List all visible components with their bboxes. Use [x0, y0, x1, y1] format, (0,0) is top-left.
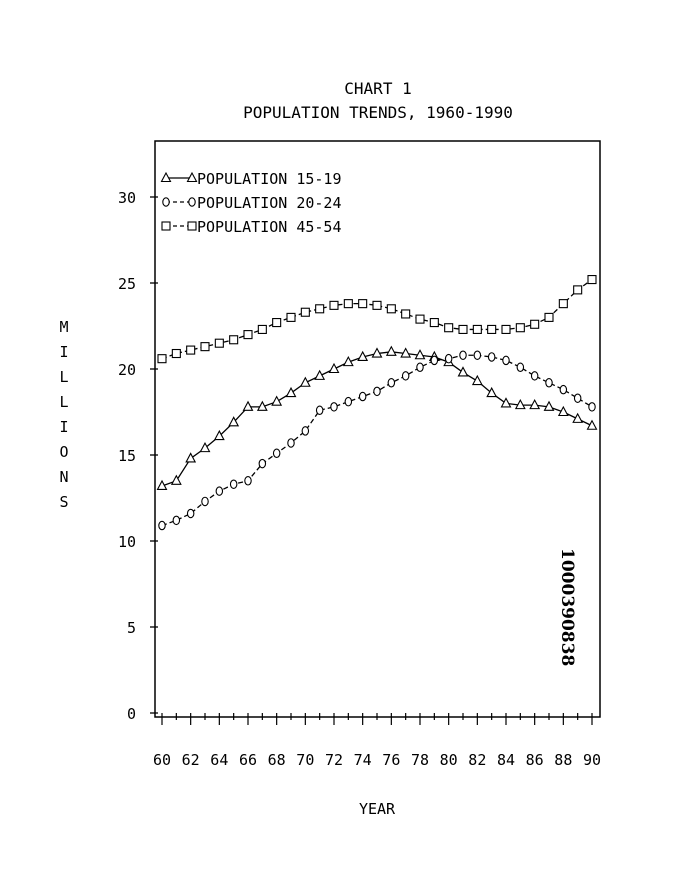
x-tick-label: 82 — [468, 751, 487, 769]
data-point-circle — [431, 356, 437, 364]
data-point-circle — [517, 363, 523, 371]
data-point-square — [373, 301, 381, 309]
data-point-circle — [402, 372, 408, 380]
series-line — [162, 352, 592, 486]
y-tick-label: 5 — [126, 619, 136, 637]
x-tick-label: 74 — [353, 751, 372, 769]
data-point-square — [459, 325, 467, 333]
x-tick-label: 66 — [238, 751, 258, 769]
data-point-square — [502, 325, 510, 333]
data-point-square — [516, 324, 524, 332]
data-point-circle — [359, 392, 365, 400]
data-point-triangle — [487, 388, 496, 397]
data-point-circle — [187, 509, 193, 517]
y-axis-label-letter: O — [59, 443, 69, 461]
data-point-square — [344, 300, 352, 308]
data-point-square — [545, 313, 553, 321]
data-point-square — [230, 336, 238, 344]
data-point-circle — [417, 363, 423, 371]
data-point-circle — [374, 387, 380, 395]
data-point-triangle — [186, 453, 195, 462]
data-point-triangle — [201, 443, 210, 452]
data-point-triangle — [473, 376, 482, 385]
data-point-circle — [302, 427, 308, 435]
y-axis-label-letter: M — [59, 318, 69, 336]
legend-label: POPULATION 45-54 — [197, 218, 342, 236]
x-tick-label: 62 — [181, 751, 200, 769]
y-tick-label: 25 — [117, 275, 136, 293]
series-1 — [158, 347, 597, 490]
y-axis-label-letter: I — [59, 418, 69, 436]
y-axis-label-letter: S — [59, 493, 69, 511]
data-point-square — [488, 325, 496, 333]
data-point-triangle — [387, 347, 396, 356]
data-point-square — [215, 339, 223, 347]
data-point-square — [473, 325, 481, 333]
series-line — [162, 355, 592, 525]
data-point-circle — [546, 379, 552, 387]
x-tick-label: 68 — [267, 751, 286, 769]
data-point-circle — [488, 353, 494, 361]
data-point-circle — [163, 198, 169, 206]
y-axis-label-letter: I — [59, 343, 69, 361]
y-axis-label-letter: L — [59, 393, 69, 411]
legend — [162, 170, 342, 236]
y-tick-label: 20 — [117, 361, 136, 379]
y-axis — [118, 189, 158, 723]
data-point-square — [359, 300, 367, 308]
data-point-triangle — [244, 402, 253, 411]
data-point-circle — [173, 516, 179, 524]
data-point-square — [158, 355, 166, 363]
y-tick-label: 15 — [117, 447, 136, 465]
y-axis-label-letter: N — [59, 468, 69, 486]
legend-item — [162, 170, 342, 188]
x-tick-label: 70 — [296, 751, 315, 769]
x-tick-label: 60 — [152, 751, 172, 769]
data-point-circle — [560, 385, 566, 393]
data-point-triangle — [588, 421, 597, 430]
series-layer — [158, 276, 597, 530]
y-tick-label: 0 — [126, 705, 136, 723]
data-point-square — [387, 305, 395, 313]
data-point-square — [445, 324, 453, 332]
data-point-square — [430, 319, 438, 327]
data-point-square — [330, 301, 338, 309]
x-tick-label: 78 — [410, 751, 430, 769]
data-point-triangle — [272, 397, 281, 406]
y-axis-label-letter: L — [59, 368, 69, 386]
legend-item — [163, 194, 342, 212]
data-point-square — [201, 343, 209, 351]
data-point-triangle — [459, 367, 468, 376]
x-tick-label: 76 — [382, 751, 401, 769]
data-point-circle — [474, 351, 480, 359]
data-point-circle — [216, 487, 222, 495]
y-tick-label: 30 — [117, 189, 136, 207]
x-tick-label: 72 — [324, 751, 344, 769]
x-tick-label: 64 — [210, 751, 229, 769]
data-point-circle — [189, 198, 195, 206]
data-point-square — [188, 222, 196, 230]
data-point-square — [402, 310, 410, 318]
data-point-triangle — [301, 378, 310, 387]
data-point-triangle — [502, 398, 511, 407]
x-axis-label: YEAR — [358, 800, 396, 818]
y-tick-label: 10 — [117, 533, 136, 551]
data-point-circle — [159, 521, 165, 529]
legend-item — [162, 218, 342, 236]
x-axis — [153, 713, 601, 769]
legend-label: POPULATION 20-24 — [197, 194, 342, 212]
x-tick-label: 84 — [496, 751, 516, 769]
data-point-square — [273, 319, 281, 327]
series-2 — [159, 351, 595, 530]
data-point-triangle — [188, 173, 197, 182]
data-point-circle — [531, 372, 537, 380]
data-point-square — [416, 315, 424, 323]
data-point-circle — [245, 477, 251, 485]
data-point-square — [287, 313, 295, 321]
data-point-triangle — [315, 371, 324, 380]
data-point-square — [588, 276, 596, 284]
data-point-circle — [316, 406, 322, 414]
data-point-circle — [202, 497, 208, 505]
data-point-square — [559, 300, 567, 308]
chart-title: CHART 1 — [344, 79, 412, 98]
data-point-triangle — [287, 388, 296, 397]
series-line — [162, 280, 592, 359]
data-point-square — [574, 286, 582, 294]
data-point-square — [244, 331, 252, 339]
data-point-circle — [288, 439, 294, 447]
chart-subtitle: POPULATION TRENDS, 1960-1990 — [243, 103, 513, 122]
x-tick-label: 90 — [582, 751, 602, 769]
data-point-triangle — [330, 364, 339, 373]
data-point-square — [187, 346, 195, 354]
data-point-circle — [589, 403, 595, 411]
data-point-circle — [574, 394, 580, 402]
data-point-circle — [230, 480, 236, 488]
data-point-triangle — [573, 414, 582, 423]
data-point-circle — [345, 397, 351, 405]
data-point-square — [172, 350, 180, 358]
x-tick-label: 80 — [439, 751, 458, 769]
data-point-circle — [460, 351, 466, 359]
data-point-square — [162, 222, 170, 230]
data-point-square — [316, 305, 324, 313]
data-point-circle — [388, 379, 394, 387]
legend-label: POPULATION 15-19 — [197, 170, 342, 188]
data-point-square — [258, 325, 266, 333]
data-point-square — [531, 320, 539, 328]
y-axis-label — [59, 318, 68, 511]
data-point-circle — [445, 354, 451, 362]
data-point-circle — [503, 356, 509, 364]
data-point-triangle — [530, 400, 539, 409]
document-id-stamp: 1000390838 — [557, 548, 577, 667]
data-point-circle — [273, 449, 279, 457]
x-tick-label: 88 — [554, 751, 573, 769]
data-point-triangle — [162, 173, 171, 182]
data-point-circle — [259, 459, 265, 467]
data-point-square — [301, 308, 309, 316]
data-point-circle — [331, 403, 337, 411]
x-tick-label: 86 — [525, 751, 544, 769]
